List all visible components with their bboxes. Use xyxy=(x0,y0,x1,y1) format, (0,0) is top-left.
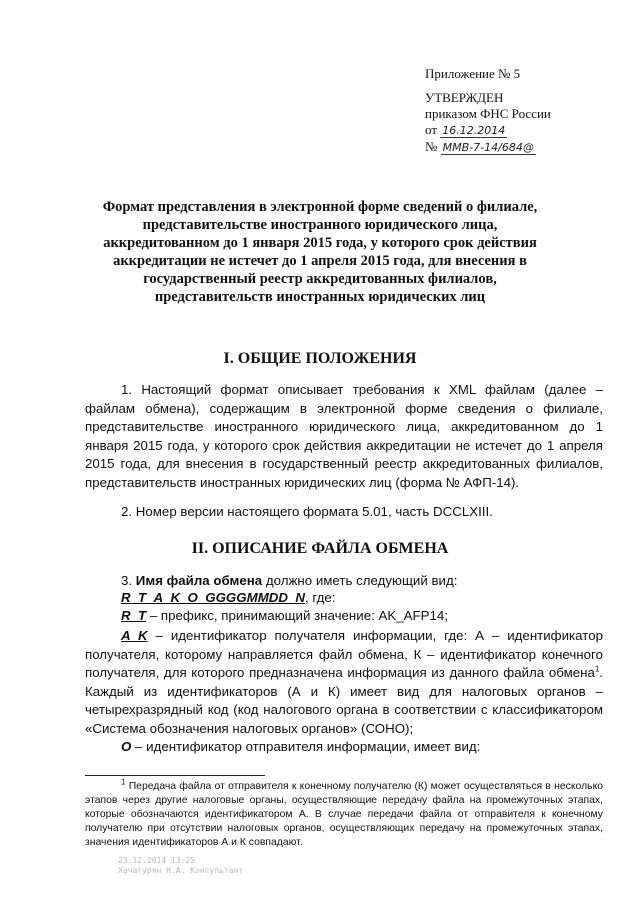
appendix-label: Приложение № 5 xyxy=(425,66,521,81)
order-number-value: ММВ-7-14/684@ xyxy=(442,141,534,154)
footnote-divider xyxy=(85,775,265,776)
order-number-line xyxy=(425,139,551,156)
paragraph-3 xyxy=(85,572,603,591)
rt-code: R_T xyxy=(121,608,147,623)
filename-pattern: R_T_A_K_O_GGGGMMDD_N xyxy=(121,590,305,605)
rt-description: – префикс, принимающий значение: AK_AFP14; xyxy=(149,608,448,623)
number-prefix: № xyxy=(425,139,438,154)
order-date-value: 16.12.2014 xyxy=(442,124,506,137)
order-date-line xyxy=(425,122,551,139)
o-description: – идентификатор отправителя информации, имеет вид: xyxy=(135,739,481,754)
order-line: приказом ФНС России xyxy=(425,106,551,121)
prefix-definition xyxy=(121,608,448,623)
document-title: Формат представления в электронной форме сведений о филиале, представительстве иностранного юридического лица, аккредитованном до 1 января 2015 года, у которого срок действия аккредитации не истечет до 1 апреля 2015 года, для внесения в государственный реестр аккредитованных филиалов, представительств иностранных юридических лиц xyxy=(102,199,538,305)
paragraph-3-number: 3. xyxy=(121,573,133,588)
footnote-number: 1 xyxy=(121,777,126,787)
stamp-line-1: 23.12.2014 13:25 xyxy=(118,856,196,865)
approved-label: УТВЕРЖДЕН xyxy=(425,90,504,105)
filename-suffix: , где: xyxy=(304,590,336,605)
footnote-ref: 1 xyxy=(594,664,600,674)
section-1-heading: I. ОБЩИЕ ПОЛОЖЕНИЯ xyxy=(223,350,417,367)
paragraph-3-rest: должно иметь следующий вид: xyxy=(265,573,458,588)
section-2-heading: II. ОПИСАНИЕ ФАЙЛА ОБМЕНА xyxy=(191,540,449,557)
stamp-line-2: Хачатурян Н.А. Консультант xyxy=(118,866,244,875)
ak-description-continued: . Каждый из идентификаторов (А и К) имеет вид для налоговых органов – четырехразрядный код (код налогового органа в соответствии с классификатором «Система обозначения налоговых органов» (СОНО); xyxy=(85,665,603,736)
recipient-definition xyxy=(85,627,603,738)
approval-block xyxy=(425,90,551,156)
date-prefix: от xyxy=(425,122,438,137)
paragraph-1: 1. Настоящий формат описывает требования к XML файлам (далее – файлам обмена), содержащим в электронной форме сведения о филиале, представительстве иностранного юридического лица, аккредитованном до 1 января 2015 года, у которого срок действия аккредитации не истечет до 1 апреля 2015 года, для внесения в государственный реестр аккредитованных филиалов, представительств иностранных юридических лиц (форма № АФП-14). xyxy=(85,382,603,490)
footnote xyxy=(85,777,604,850)
paragraph-3-bold: Имя файла обмена xyxy=(135,573,263,588)
o-code: О xyxy=(121,739,132,754)
ak-code: A_K xyxy=(121,628,148,643)
paragraph-2: 2. Номер версии настоящего формата 5.01, часть DCCLXIII. xyxy=(121,504,493,519)
footnote-text: Передача файла от отправителя к конечному получателю (К) может осуществляться в несколько этапов через другие налоговые органы, осуществляющие передачу файла на промежуточных этапах, которые обозначаются идентификатором А. В случае передачи файла от отправителя к конечному получателю при отсутствии налоговых органов, осуществляющих передачу на промежуточных этапах, значения идентификаторов А и К совпадают. xyxy=(85,781,604,848)
sender-definition xyxy=(85,738,603,757)
ak-description: – идентификатор получателя информации, где: А – идентификатор получателя, которому направляется файл обмена, К – идентификатор конечного получателя, для которого предназначена информация из данного файла обмена xyxy=(85,628,603,680)
filename-pattern-line xyxy=(121,590,335,605)
